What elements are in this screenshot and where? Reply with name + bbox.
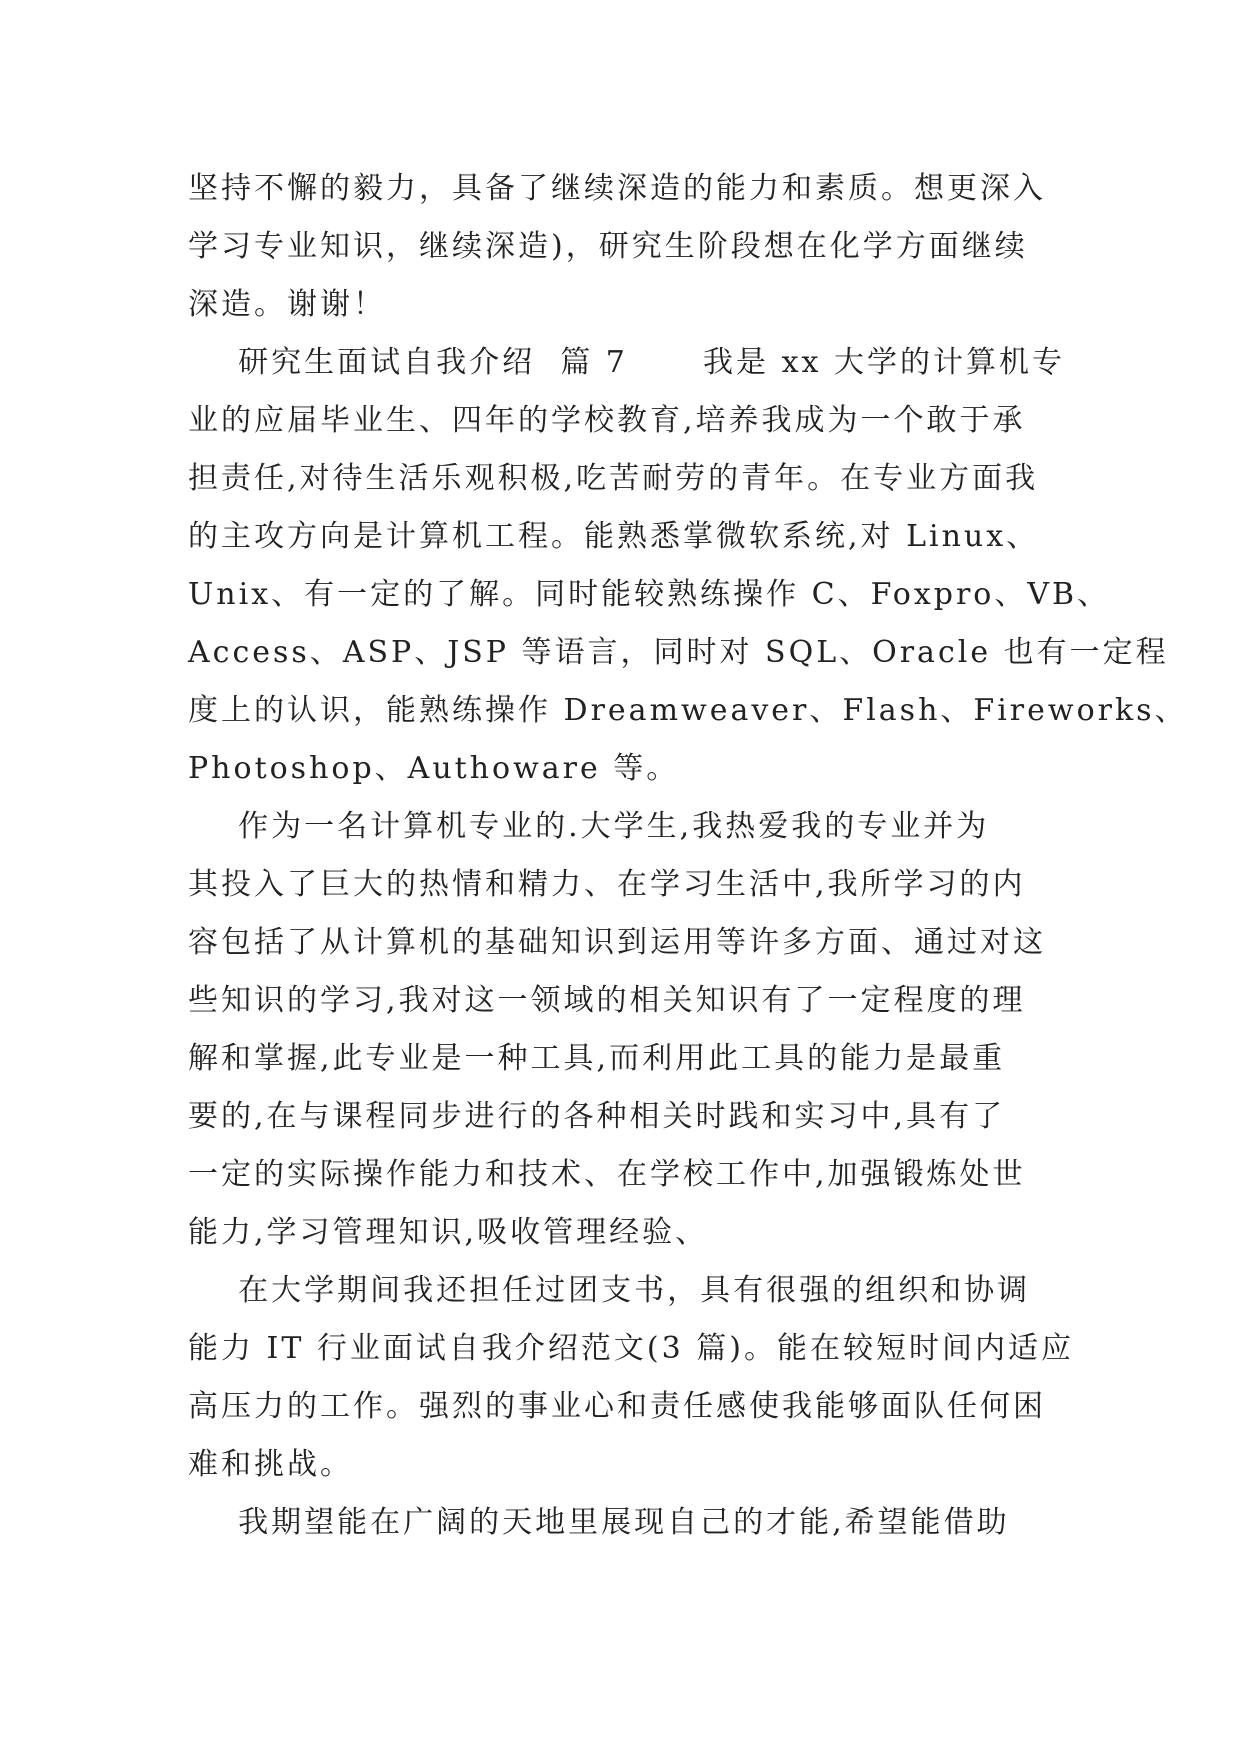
text-line-18: 一定的实际操作能力和技术、在学校工作中,加强锻炼处世 [188, 1157, 1026, 1192]
text-line-5: 业的应届毕业生、四年的学校教育,培养我成为一个敢于承 [188, 403, 1026, 438]
text-line-14: 容包括了从计算机的基础知识到运用等许多方面、通过对这 [188, 925, 1046, 960]
text-line-13: 其投入了巨大的热情和精力、在学习生活中,我所学习的内 [188, 867, 1026, 902]
text-line-23: 难和挑战。 [188, 1447, 353, 1482]
text-line-20: 在大学期间我还担任过团支书，具有很强的组织和协调 [188, 1273, 1031, 1308]
text-line-2: 学习专业知识，继续深造)，研究生阶段想在化学方面继续 [188, 229, 1028, 264]
text-line-12: 作为一名计算机专业的.大学生,我热爱我的专业并为 [188, 809, 990, 844]
text-line-22: 高压力的工作。强烈的事业心和责任感使我能够面队任何困 [188, 1389, 1046, 1424]
text-line-15: 些知识的学习,我对这一领域的相关知识有了一定程度的理 [188, 983, 1026, 1018]
text-line-11: Photoshop、Authoware 等。 [188, 751, 680, 786]
text-line-24: 我期望能在广阔的天地里展现自己的才能,希望能借助 [188, 1505, 1010, 1540]
document-body [188, 160, 1188, 1552]
text-line-8: Unix、有一定的了解。同时能较熟练操作 C、Foxpro、VB、 [188, 577, 1111, 612]
text-line-10: 度上的认识，能熟练操作 Dreamweaver、Flash、Fireworks、 [188, 693, 1188, 728]
text-line-16: 解和掌握,此专业是一种工具,而利用此工具的能力是最重 [188, 1041, 1006, 1076]
text-line-6: 担责任,对待生活乐观积极,吃苦耐劳的青年。在专业方面我 [188, 461, 1039, 496]
text-line-4: 研究生面试自我介绍 篇 7 我是 xx 大学的计算机专 [188, 345, 1065, 380]
text-line-21: 能力 IT 行业面试自我介绍范文(3 篇)。能在较短时间内适应 [188, 1331, 1074, 1366]
text-line-3: 深造。谢谢！ [188, 287, 386, 322]
text-line-9: Access、ASP、JSP 等语言，同时对 SQL、Oracle 也有一定程 [188, 635, 1169, 670]
text-line-17: 要的,在与课程同步进行的各种相关时践和实习中,具有了 [188, 1099, 1006, 1134]
text-line-1: 坚持不懈的毅力，具备了继续深造的能力和素质。想更深入 [188, 171, 1046, 206]
text-line-19: 能力,学习管理知识,吸收管理经验、 [188, 1215, 709, 1250]
text-line-7: 的主攻方向是计算机工程。能熟悉掌微软系统,对 Linux、 [188, 519, 1040, 554]
